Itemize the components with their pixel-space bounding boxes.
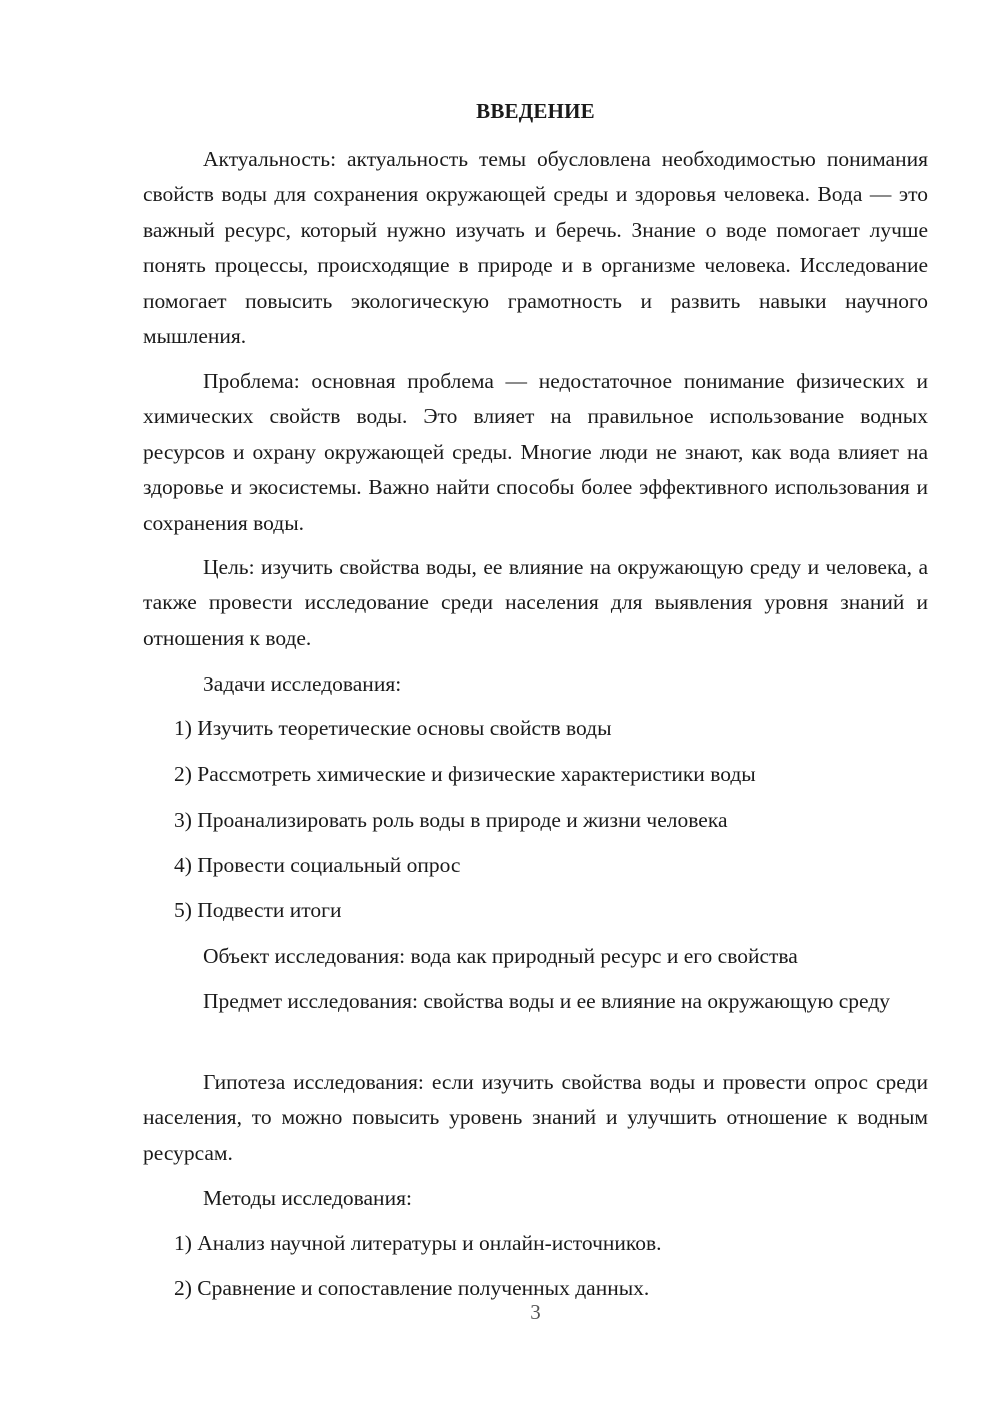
hypothesis-paragraph: Гипотеза исследования: если изучить свойства воды и провести опрос среди населения, то можно повысить уровень знаний и улучшить отношение к водным ресурсам. <box>143 1070 928 1165</box>
task-item: 5) Подвести итоги <box>174 898 342 922</box>
method-item: 1) Анализ научной литературы и онлайн-источников. <box>174 1231 662 1255</box>
method-item: 2) Сравнение и сопоставление полученных данных. <box>174 1276 650 1300</box>
document-page <box>143 0 928 1414</box>
task-item: 4) Провести социальный опрос <box>174 853 461 877</box>
task-item: 3) Проанализировать роль воды в природе и жизни человека <box>174 808 728 832</box>
section-heading: ВВЕДЕНИЕ <box>476 99 595 123</box>
goal-paragraph: Цель: изучить свойства воды, ее влияние на окружающую среду и человека, а также провести исследование среди населения для выявления уровня знаний и отношения к воде. <box>143 555 928 650</box>
task-item: 2) Рассмотреть химические и физические характеристики воды <box>174 762 756 786</box>
methods-title: Методы исследования: <box>203 1186 412 1210</box>
object-paragraph: Объект исследования: вода как природный ресурс и его свойства <box>203 944 798 968</box>
relevance-paragraph: Актуальность: актуальность темы обусловлена необходимостью понимания свойств воды для сохранения окружающей среды и здоровья человека. Вода — это важный ресурс, который нужно изучать и беречь. Знание о воде помогает лучше понять процессы, происходящие в природе и в организме человека. Исследование помогает повысить экологическую грамотность и развить навыки научного мышления. <box>143 147 928 349</box>
task-item: 1) Изучить теоретические основы свойств воды <box>174 716 612 740</box>
page-number: 3 <box>530 1300 541 1324</box>
subject-paragraph: Предмет исследования: свойства воды и ее влияние на окружающую среду <box>203 989 891 1013</box>
tasks-title: Задачи исследования: <box>203 672 402 696</box>
problem-paragraph: Проблема: основная проблема — недостаточное понимание физических и химических свойств воды. Это влияет на правильное использование водных ресурсов и охрану окружающей среды. Многие люди не знают, как вода влияет на здоровье и экосистемы. Важно найти способы более эффективного использования и сохранения воды. <box>143 369 928 535</box>
